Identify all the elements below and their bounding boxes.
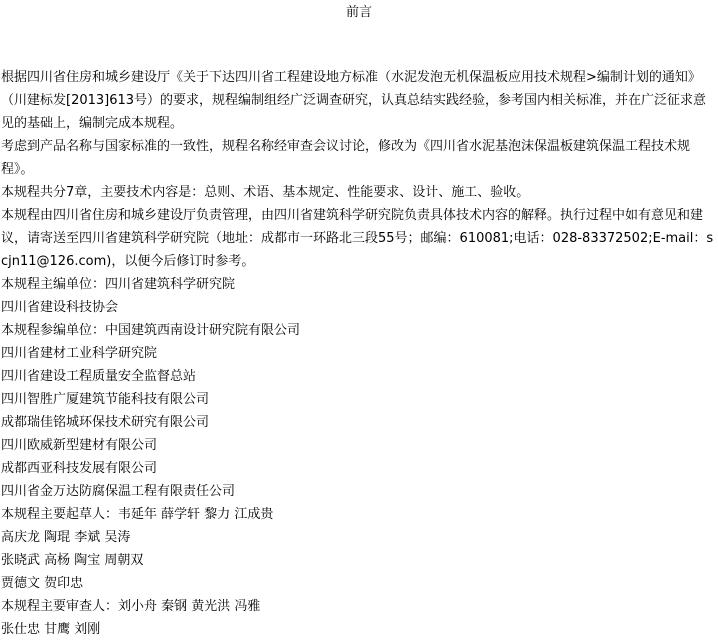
chief-editor-unit: 本规程主编单位：四川省建筑科学研究院 xyxy=(1,277,236,292)
participating-unit-7: 成都西亚科技发展有限公司 xyxy=(1,461,158,476)
reviewers: 本规程主要审查人：刘小舟 秦钢 黄光洪 冯雅 xyxy=(1,599,261,614)
document-title: 前言 xyxy=(345,5,372,20)
paragraph-management: 本规程由四川省住房和城乡建设厅负责管理，由四川省建筑科学研究院负责具体技术内容的解释。执行过程中如有意见和建议，请寄送至四川省建筑科学研究院（地址：成都市一环路北三段55号；邮编：610081;电话：028-83372502;E-mail：scjn11@126.com)，以便今后修订时参考。 xyxy=(1,208,714,269)
participating-unit: 本规程参编单位：中国建筑西南设计研究院有限公司 xyxy=(1,323,301,338)
participating-unit-3: 四川省建设工程质量安全监督总站 xyxy=(1,369,197,384)
reviewers-2: 张仕忠 甘鹰 刘刚 xyxy=(1,622,101,637)
chief-editor-unit-2: 四川省建设科技协会 xyxy=(1,300,119,315)
paragraph-name-change: 考虑到产品名称与国家标准的一致性，规程名称经审查会议讨论，修改为《四川省水泥基泡沫保温板建筑保温工程技术规程》。 xyxy=(1,139,691,177)
drafters: 本规程主要起草人：韦延年 薛学轩 黎力 江成贵 xyxy=(1,507,274,522)
drafters-3: 张晓武 高杨 陶宝 周朝双 xyxy=(1,553,144,568)
participating-unit-8: 四川省金万达防腐保温工程有限责任公司 xyxy=(1,484,236,499)
participating-unit-4: 四川智胜广厦建筑节能科技有限公司 xyxy=(1,392,210,407)
participating-unit-6: 四川欧威新型建材有限公司 xyxy=(1,438,158,453)
document-body xyxy=(0,66,715,641)
drafters-2: 高庆龙 陶琨 李斌 吴涛 xyxy=(1,530,131,545)
paragraph-background: 根据四川省住房和城乡建设厅《关于下达四川省工程建设地方标准（水泥发泡无机保温板应用技术规程>编制计划的通知》（川建标发[2013]613号）的要求，规程编制组经广泛调查研究，认真总结实践经验，参考国内相关标准，并在广泛征求意见的基础上，编制完成本规程。 xyxy=(1,70,707,131)
paragraph-chapters: 本规程共分7章，主要技术内容是：总则、术语、基本规定、性能要求、设计、施工、验收。 xyxy=(1,185,530,200)
drafters-4: 贾德文 贺印忠 xyxy=(1,576,84,591)
participating-unit-2: 四川省建材工业科学研究院 xyxy=(1,346,158,361)
participating-unit-5: 成都瑞佳铭城环保技术研究有限公司 xyxy=(1,415,210,430)
